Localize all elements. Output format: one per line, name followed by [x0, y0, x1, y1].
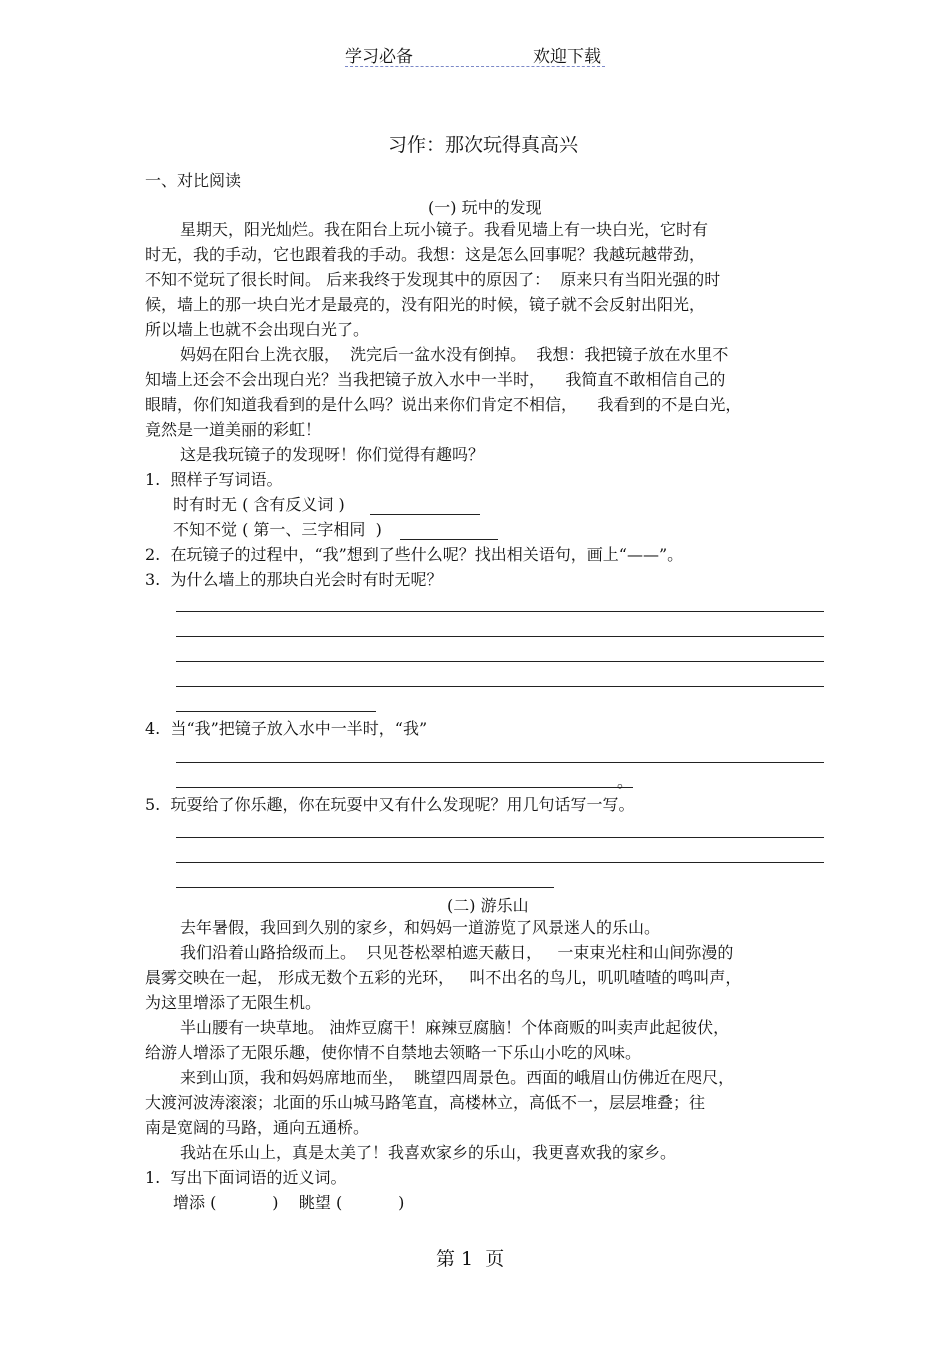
passage1-line: 妈妈在阳台上洗衣服， 洗完后一盆水没有倒掉。 我想：我把镜子放在水里不 — [180, 345, 729, 364]
passage2-line: 我站在乐山上，真是太美了！我喜欢家乡的乐山，我更喜欢我的家乡。 — [180, 1143, 677, 1162]
answer-line[interactable] — [176, 611, 824, 612]
answer-line[interactable] — [176, 711, 376, 712]
section-heading: 一、对比阅读 — [145, 171, 242, 190]
question-5: 5. 玩耍给了你乐趣，你在玩耍中又有什么发现呢？用几句话写一写。 — [145, 795, 635, 814]
passage2-line: 大渡河波涛滚滚；北面的乐山城马路笔直，高楼林立，高低不一，层层堆叠；往 — [145, 1093, 706, 1112]
passage2-line: 半山腰有一块草地。 油炸豆腐干！麻辣豆腐脑！个体商贩的叫卖声此起彼伏， — [180, 1018, 730, 1037]
passage2-question-1: 1. 写出下面词语的近义词。 — [145, 1168, 347, 1187]
passage1-title: (一) 玩中的发现 — [428, 198, 542, 217]
question-4: 4. 当“我”把镜子放入水中一半时，“我” — [145, 719, 428, 738]
answer-line[interactable] — [176, 787, 633, 788]
passage1-line: 星期天，阳光灿烂。我在阳台上玩小镜子。我看见墙上有一块白光，它时有 — [180, 220, 709, 239]
passage1-line: 不知不觉玩了很长时间。 后来我终于发现其中的原因了： 原来只有当阳光强的时 — [145, 270, 721, 289]
passage2-line: 我们沿着山路拾级而上。 只见苍松翠柏遮天蔽日， 一束束光柱和山间弥漫的 — [180, 943, 734, 962]
passage2-line: 南是宽阔的马路，通向五通桥。 — [145, 1118, 370, 1137]
header-left: 学习必备 — [345, 47, 413, 67]
page-header — [345, 40, 605, 67]
passage2-line: 晨雾交映在一起， 形成无数个五彩的光环， 叫不出名的鸟儿，叽叽喳喳的鸣叫声， — [145, 968, 742, 987]
passage2-line: 来到山顶，我和妈妈席地而坐， 眺望四周景色。西面的峨眉山仿佛近在咫尺， — [180, 1068, 735, 1087]
passage2-question-1-items[interactable]: 增添 ( ) 眺望 ( ) — [173, 1193, 405, 1212]
passage1-line: 知墙上还会不会出现白光？当我把镜子放入水中一半时， 我简直不敢相信自己的 — [145, 370, 726, 389]
passage2-line: 给游人增添了无限乐趣，使你情不自禁地去领略一下乐山小吃的风味。 — [145, 1043, 642, 1062]
passage2-line: 为这里增添了无限生机。 — [145, 993, 322, 1012]
question-2: 2. 在玩镜子的过程中，“我”想到了些什么呢？找出相关语句，画上“——”。 — [145, 545, 684, 564]
passage1-line: 竟然是一道美丽的彩虹！ — [145, 420, 322, 439]
passage1-line: 时无，我的手动，它也跟着我的手动。我想：这是怎么回事呢？我越玩越带劲， — [145, 245, 706, 264]
answer-line[interactable] — [176, 661, 824, 662]
question-1-item-a: 时有时无 ( 含有反义词 ) — [173, 495, 345, 514]
page-title: 习作：那次玩得真高兴 — [388, 134, 579, 156]
passage2-line: 去年暑假，我回到久别的家乡，和妈妈一道游览了风景迷人的乐山。 — [180, 918, 661, 937]
answer-line[interactable] — [176, 686, 824, 687]
question-4-end-mark: 。 — [617, 772, 634, 791]
passage1-line: 眼睛，你们知道我看到的是什么吗？说出来你们肯定不相信， 我看到的不是白光， — [145, 395, 742, 414]
passage1-line: 所以墙上也就不会出现白光了。 — [145, 320, 370, 339]
answer-line[interactable] — [400, 539, 498, 540]
answer-line[interactable] — [176, 862, 824, 863]
question-1: 1. 照样子写词语。 — [145, 470, 283, 489]
passage2-title: (二) 游乐山 — [447, 896, 529, 915]
passage1-line: 候，墙上的那一块白光才是最亮的，没有阳光的时候，镜子就不会反射出阳光， — [145, 295, 706, 314]
header-right: 欢迎下载 — [533, 47, 601, 67]
question-1-item-b: 不知不觉 ( 第一、三字相同 ) — [173, 520, 382, 539]
answer-line[interactable] — [176, 887, 554, 888]
question-3: 3. 为什么墙上的那块白光会时有时无呢？ — [145, 570, 443, 589]
answer-line[interactable] — [176, 636, 824, 637]
page-number: 第 1 页 — [436, 1248, 505, 1270]
passage1-line: 这是我玩镜子的发现呀！你们觉得有趣吗？ — [180, 445, 485, 464]
answer-line[interactable] — [176, 837, 824, 838]
answer-line[interactable] — [176, 762, 824, 763]
answer-line[interactable] — [370, 514, 480, 515]
